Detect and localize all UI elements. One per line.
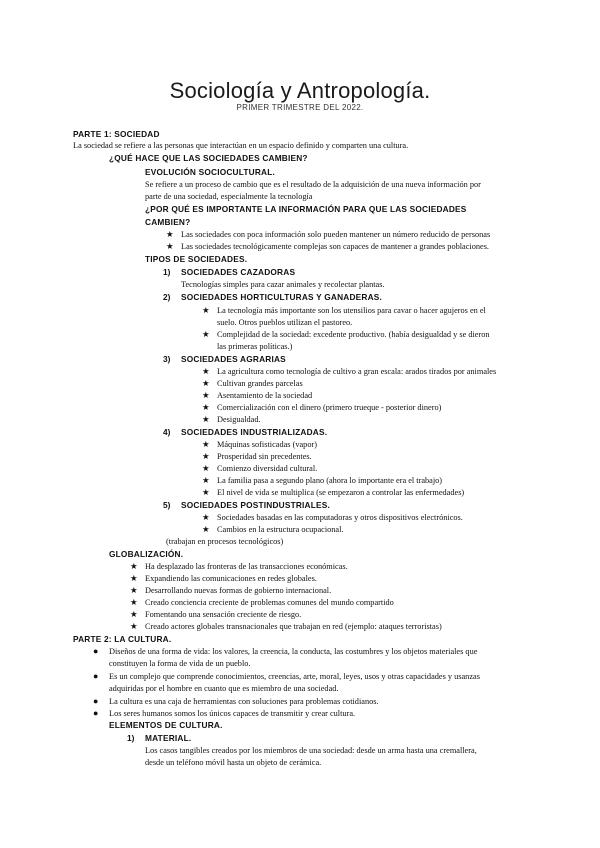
body-text-line: Ha desplazado las fronteras de las transacciones económicas. (145, 562, 348, 571)
body-text-line: La cultura es una caja de herramientas con soluciones para problemas cotidianos. (109, 697, 379, 706)
star-bullet-icon: ★ (130, 561, 138, 571)
body-text-line: adquiridas por el hombre en cuanto que es miembro de una sociedad. (109, 684, 339, 693)
star-bullet-icon: ★ (202, 475, 210, 485)
body-text-line: Creado conciencia creciente de problemas comunes del mundo compartido (145, 598, 394, 607)
body-text-line: Los seres humanos somos los únicos capaces de transmitir y crear cultura. (109, 709, 356, 718)
star-bullet-icon: ★ (202, 366, 210, 376)
body-text-line: Máquinas sofisticadas (vapor) (217, 440, 317, 449)
body-text-line: Tecnologías simples para cazar animales y recolectar plantas. (181, 280, 385, 289)
star-bullet-icon: ★ (166, 229, 174, 239)
body-text-line: Prosperidad sin precedentes. (217, 452, 312, 461)
section-heading: GLOBALIZACIÓN. (109, 549, 184, 559)
body-text-line: Complejidad de la sociedad: excedente productivo. (había desigualdad y se dieron (217, 330, 490, 339)
bullet-icon: ● (93, 708, 99, 718)
body-text-line: Asentamiento de la sociedad (217, 391, 313, 400)
star-bullet-icon: ★ (130, 609, 138, 619)
page-title: Sociología y Antropología. (169, 78, 431, 103)
body-text-line: El nivel de vida se multiplica (se empezaron a controlar las enfermedades) (217, 488, 465, 497)
star-bullet-icon: ★ (202, 305, 210, 315)
list-number: 3) (163, 354, 171, 364)
body-text-line: Es un complejo que comprende conocimientos, creencias, arte, moral, leyes, usos y otras capacidades y usanzas (109, 672, 480, 681)
body-text-line: las primeras políticas.) (217, 342, 293, 351)
section-heading: SOCIEDADES HORTICULTURAS Y GANADERAS. (181, 292, 383, 302)
star-bullet-icon: ★ (202, 390, 210, 400)
bullet-icon: ● (93, 671, 99, 681)
body-text-line: (trabajan en procesos tecnológicos) (166, 537, 284, 546)
section-heading: MATERIAL. (145, 733, 192, 743)
star-bullet-icon: ★ (202, 402, 210, 412)
section-heading: TIPOS DE SOCIEDADES. (145, 254, 248, 264)
star-bullet-icon: ★ (130, 621, 138, 631)
star-bullet-icon: ★ (202, 414, 210, 424)
section-heading: SOCIEDADES AGRARIAS (181, 354, 286, 364)
body-text-line: desde un teléfono móvil hasta un objeto de cerámica. (145, 758, 322, 767)
body-text-line: Comercialización con el dinero (primero trueque - posterior dinero) (217, 403, 442, 412)
star-bullet-icon: ★ (202, 524, 210, 534)
page-subtitle: PRIMER TRIMESTRE DEL 2022. (236, 103, 364, 112)
star-bullet-icon: ★ (130, 597, 138, 607)
section-heading: PARTE 2: LA CULTURA. (73, 634, 172, 644)
section-heading: EVOLUCIÓN SOCIOCULTURAL. (145, 167, 276, 177)
body-text-line: Desigualdad. (217, 415, 261, 424)
body-text-line: parte de una sociedad, especialmente la tecnología (145, 192, 313, 201)
body-text-line: Se refiere a un proceso de cambio que es el resultado de la adquisición de una nueva información por (145, 180, 481, 189)
star-bullet-icon: ★ (202, 451, 210, 461)
body-text-line: Desarrollando nuevas formas de gobierno internacional. (145, 586, 332, 595)
body-text-line: Comienzo diversidad cultural. (217, 464, 318, 473)
body-text-line: La tecnología más importante son los utensilios para cavar o hacer agujeros en el (217, 306, 486, 315)
list-number: 1) (163, 267, 171, 277)
body-text-line: La familia pasa a segundo plano (ahora lo importante era el trabajo) (217, 476, 443, 485)
star-bullet-icon: ★ (202, 378, 210, 388)
body-text-line: Diseños de una forma de vida: los valores, la creencia, la conducta, las costumbres y los objetos materiales que (109, 647, 478, 656)
star-bullet-icon: ★ (202, 329, 210, 339)
body-text-line: Fomentando una sensación creciente de riesgo. (145, 610, 302, 619)
body-text-line: Los casos tangibles creados por los miembros de una sociedad: desde un arma hasta una cremallera, (145, 746, 477, 755)
section-heading: PARTE 1: SOCIEDAD (73, 129, 160, 139)
body-text-line: La agricultura como tecnología de cultivo a gran escala: arados tirados por animales (217, 367, 497, 376)
star-bullet-icon: ★ (166, 241, 174, 251)
body-text-line: Cambios en la estructura ocupacional. (217, 525, 344, 534)
section-heading: ELEMENTOS DE CULTURA. (109, 720, 223, 730)
star-bullet-icon: ★ (130, 573, 138, 583)
section-heading: SOCIEDADES CAZADORAS (181, 267, 296, 277)
section-heading: ¿POR QUÉ ES IMPORTANTE LA INFORMACIÓN PARA QUE LAS SOCIEDADES (145, 204, 467, 214)
body-text-line: Sociedades basadas en las computadoras y otros dispositivos electrónicos. (217, 513, 463, 522)
section-heading: SOCIEDADES INDUSTRIALIZADAS. (181, 427, 328, 437)
list-number: 2) (163, 292, 171, 302)
list-number: 5) (163, 500, 171, 510)
body-text-line: Creado actores globales transnacionales que trabajan en red (ejemplo: ataques terroristas) (145, 622, 442, 631)
star-bullet-icon: ★ (202, 487, 210, 497)
body-text-line: suelo. Otros pueblos utilizan el pastoreo. (217, 318, 353, 327)
bullet-icon: ● (93, 696, 99, 706)
star-bullet-icon: ★ (130, 585, 138, 595)
body-text-line: Las sociedades con poca información solo pueden mantener un número reducido de personas (181, 230, 491, 239)
section-heading: CAMBIEN? (145, 217, 191, 227)
body-text-line: Las sociedades tecnológicamente complejas son capaces de mantener a grandes poblaciones. (181, 242, 490, 251)
section-heading: ¿QUÉ HACE QUE LAS SOCIEDADES CAMBIEN? (109, 153, 308, 163)
body-text-line: Expandiendo las comunicaciones en redes globales. (145, 574, 317, 583)
star-bullet-icon: ★ (202, 463, 210, 473)
section-heading: SOCIEDADES POSTINDUSTRIALES. (181, 500, 330, 510)
body-text-line: La sociedad se refiere a las personas que interactúan en un espacio definido y comparten una cultura. (73, 141, 409, 150)
list-number: 4) (163, 427, 171, 437)
list-number: 1) (127, 733, 135, 743)
body-text-line: Cultivan grandes parcelas (217, 379, 303, 388)
star-bullet-icon: ★ (202, 512, 210, 522)
bullet-icon: ● (93, 646, 99, 656)
body-text-line: constituyen la forma de vida de un pueblo. (109, 659, 251, 668)
star-bullet-icon: ★ (202, 439, 210, 449)
